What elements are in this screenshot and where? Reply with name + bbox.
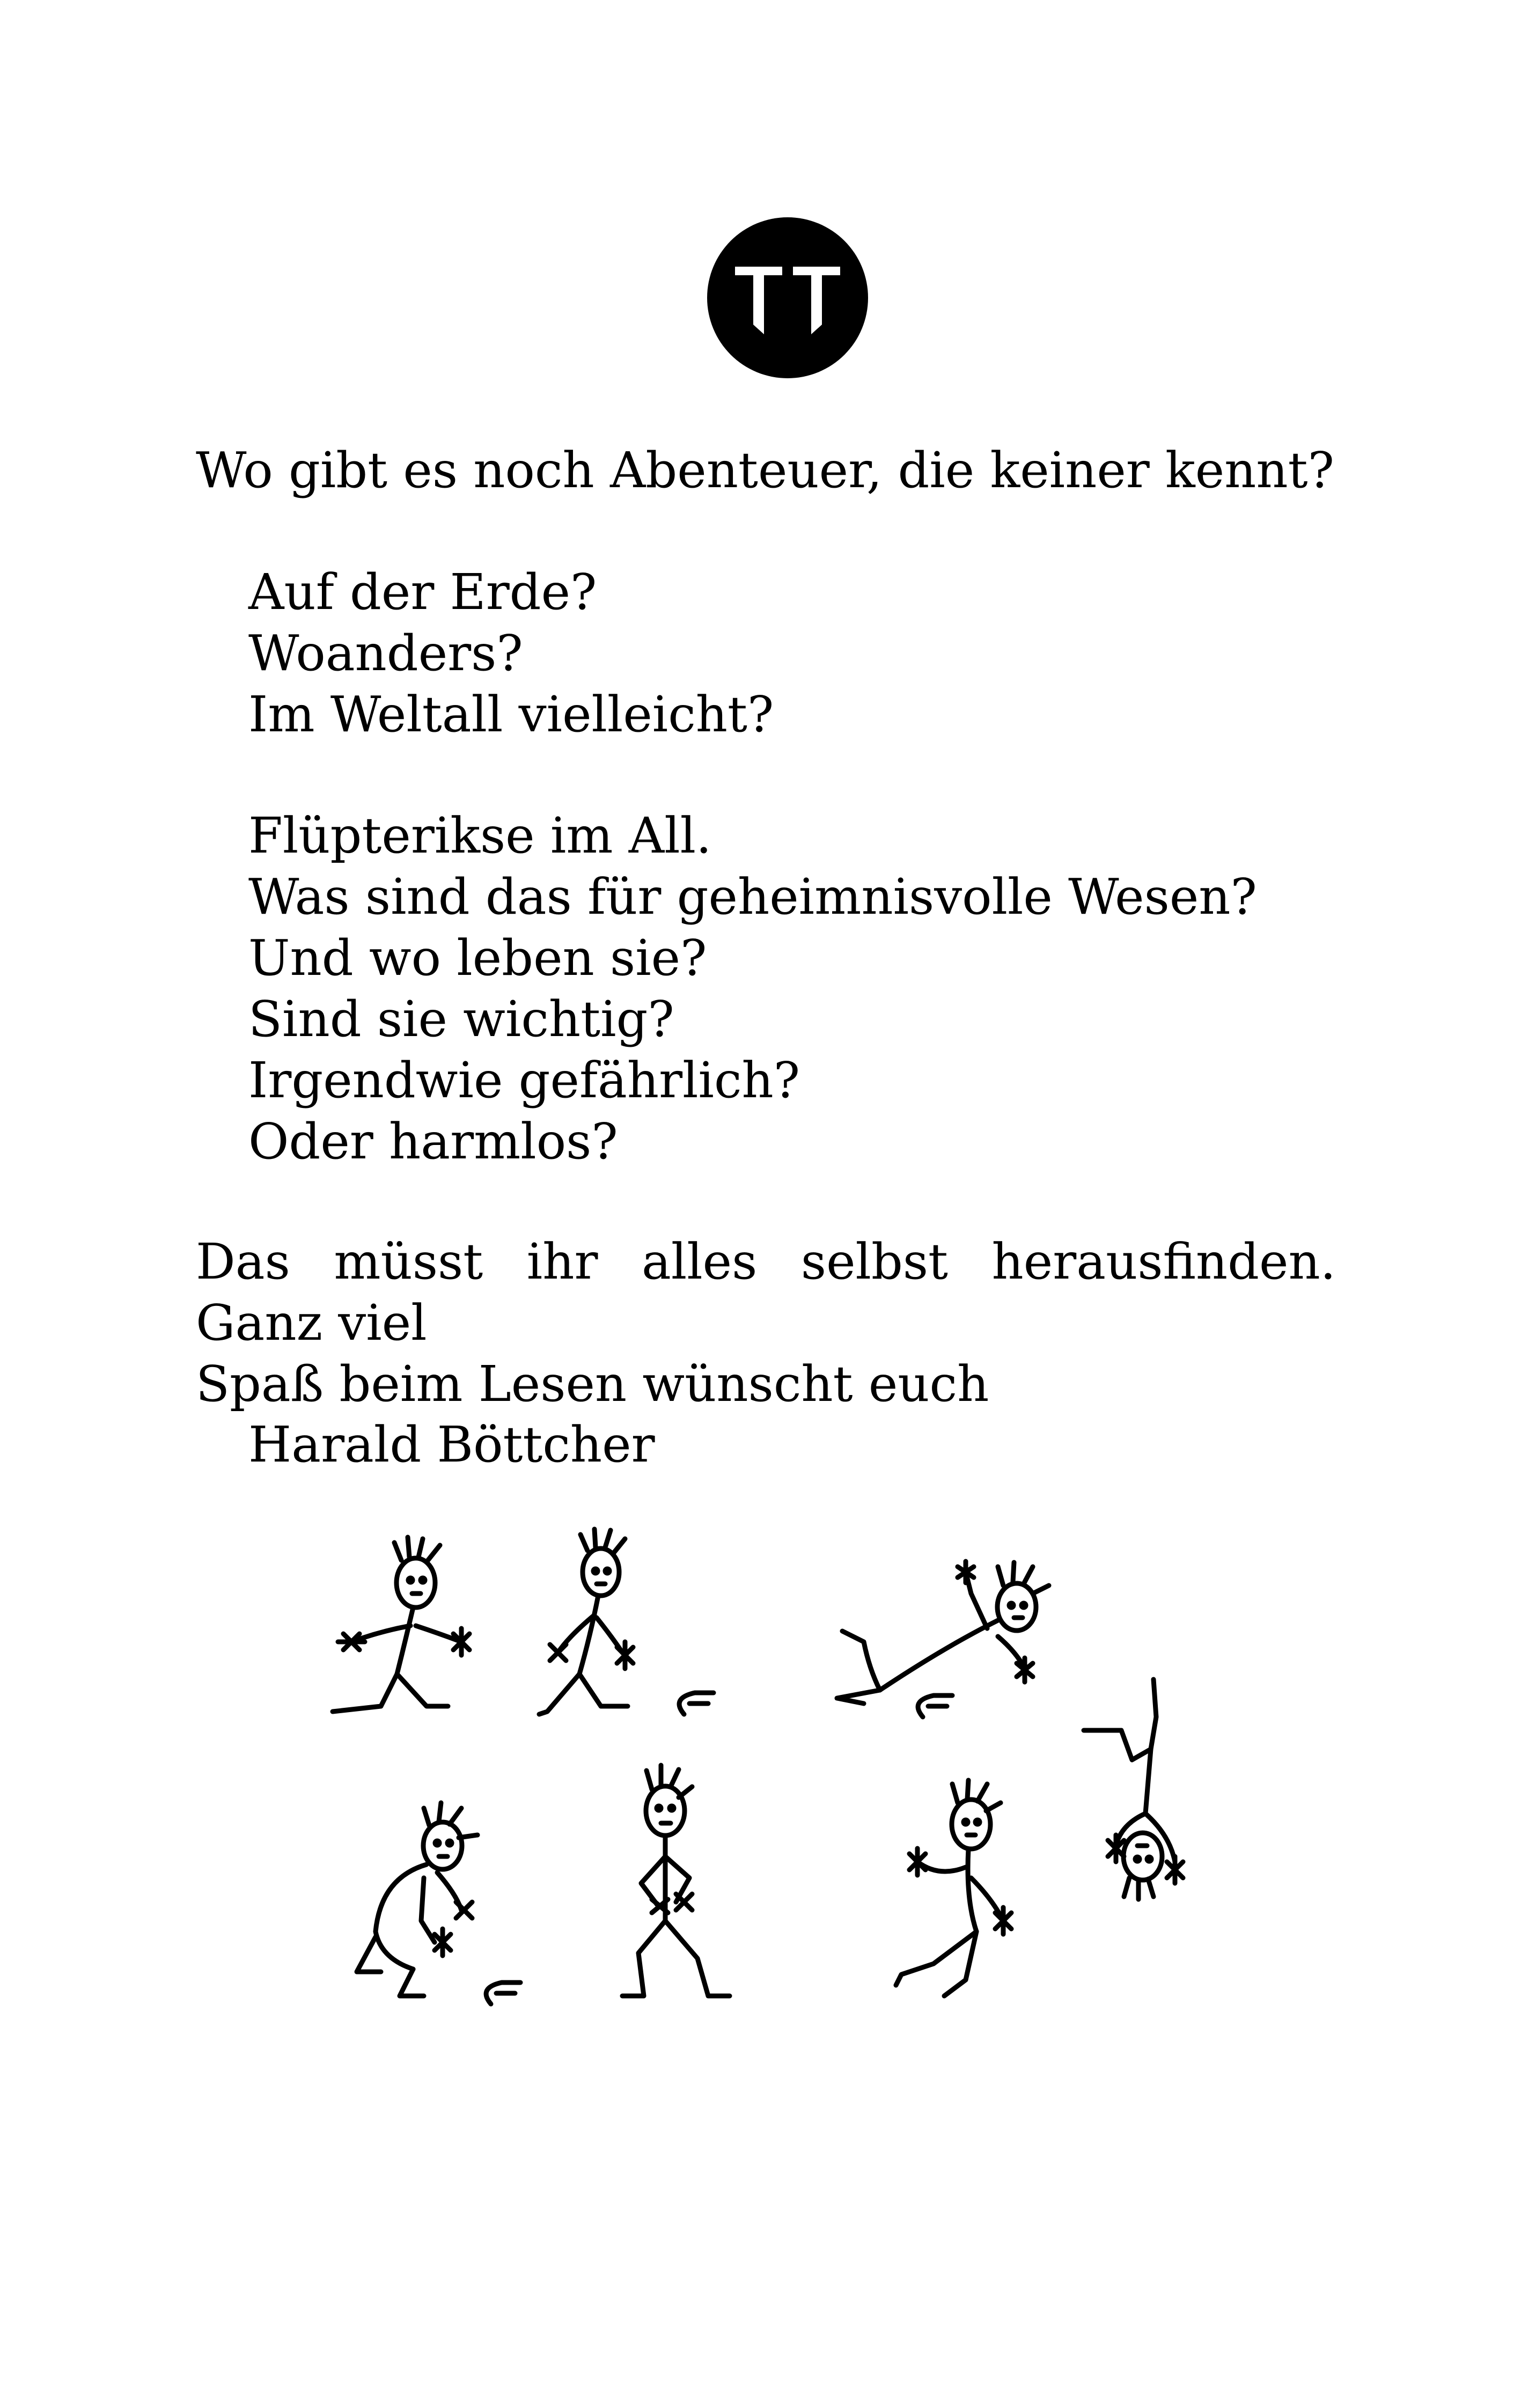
title-line: Flüpterikse im All. [248, 807, 712, 864]
intro-line: Wo gibt es noch Abenteuer, die keiner kennt? [196, 442, 1334, 499]
question-line: Was sind das für geheimnisvolle Wesen? [248, 868, 1257, 926]
publisher-logo-icon [707, 217, 868, 378]
stick-figures-illustration [300, 1513, 1245, 2082]
question-line: Woanders? [248, 625, 523, 682]
question-line: Sind sie wichtig? [248, 990, 674, 1048]
question-line: Irgendwie gefährlich? [248, 1052, 800, 1109]
question-line: Oder harmlos? [248, 1113, 618, 1170]
author-signature: Harald Böttcher [248, 1416, 655, 1473]
question-line: Und wo leben sie? [248, 929, 707, 987]
stick-figure-falling [837, 1561, 1049, 1717]
stick-figure-standing [622, 1765, 730, 1996]
question-line: Auf der Erde? [248, 563, 597, 621]
stick-figure-running [333, 1537, 469, 1712]
question-block-1 [196, 562, 1388, 745]
stick-figure-upside-down [1084, 1679, 1183, 1899]
stick-figure-dancing [896, 1780, 1011, 1996]
closing-line-2: Spaß beim Lesen wünscht euch [196, 1355, 989, 1413]
question-block-2 [196, 805, 1388, 1172]
stick-figure-walking [539, 1529, 714, 1714]
stick-figure-crouching [357, 1803, 520, 2004]
closing-paragraph [196, 1231, 1336, 1415]
closing-line-1: Das müsst ihr alles selbst herausfinden. Ganz viel [196, 1233, 1336, 1352]
question-line: Im Weltall vielleicht? [248, 686, 774, 743]
